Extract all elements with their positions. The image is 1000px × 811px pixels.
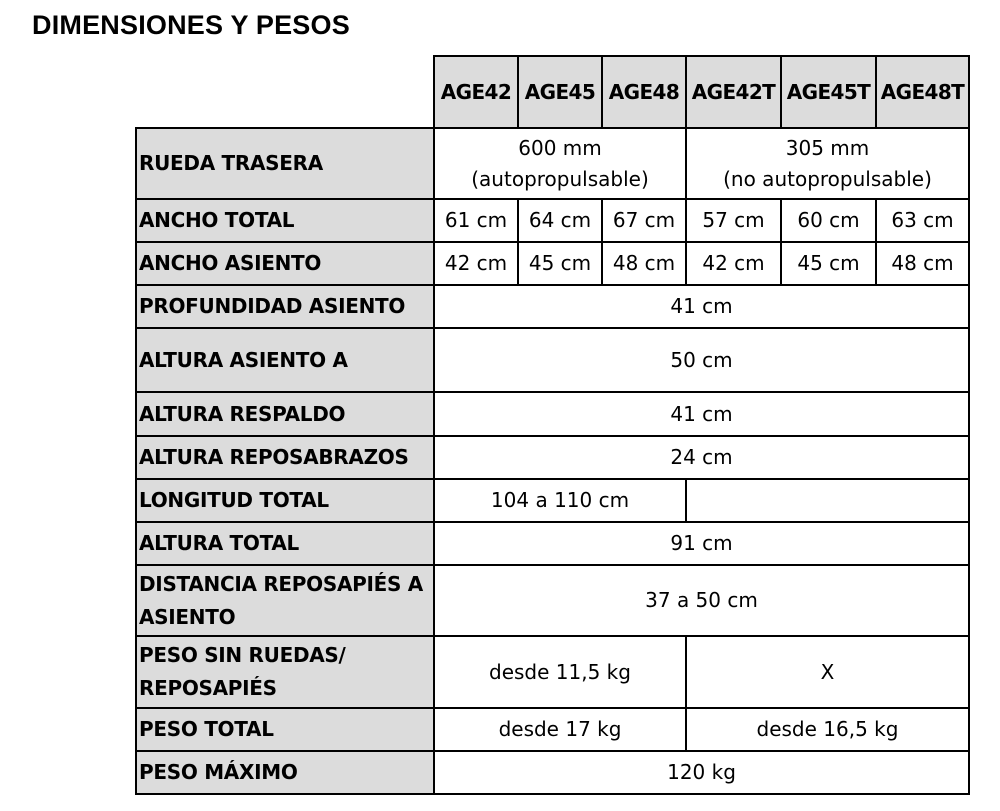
model-header: AGE45	[518, 56, 602, 128]
cell-rueda-trasera-right	[686, 128, 969, 199]
model-header: AGE45T	[781, 56, 876, 128]
cell: 45 cm	[518, 242, 602, 285]
row-label: PESO TOTAL	[136, 708, 434, 751]
table-row	[136, 522, 969, 565]
cell: 48 cm	[876, 242, 969, 285]
table-row	[136, 565, 969, 636]
cell-note: (no autopropulsable)	[723, 166, 932, 191]
row-label: DISTANCIA REPOSAPIÉS A ASIENTO	[136, 565, 434, 636]
header-corner	[136, 56, 434, 128]
table-row	[136, 242, 969, 285]
table-row	[136, 436, 969, 479]
row-label: LONGITUD TOTAL	[136, 479, 434, 522]
row-label: ANCHO ASIENTO	[136, 242, 434, 285]
row-label: PROFUNDIDAD ASIENTO	[136, 285, 434, 328]
cell: 42 cm	[434, 242, 518, 285]
table-row	[136, 751, 969, 794]
row-label: ALTURA REPOSABRAZOS	[136, 436, 434, 479]
table-row	[136, 479, 969, 522]
cell: 64 cm	[518, 199, 602, 242]
page-title: DIMENSIONES Y PESOS	[32, 10, 350, 40]
cell: desde 11,5 kg	[434, 636, 686, 708]
cell: 104 a 110 cm	[434, 479, 686, 522]
cell: 50 cm	[434, 328, 969, 392]
row-label: ALTURA ASIENTO A	[136, 328, 434, 392]
cell: 91 cm	[434, 522, 969, 565]
cell: 37 a 50 cm	[434, 565, 969, 636]
cell: 61 cm	[434, 199, 518, 242]
row-label: ALTURA TOTAL	[136, 522, 434, 565]
row-label: RUEDA TRASERA	[136, 128, 434, 199]
table-row	[136, 392, 969, 436]
cell: X	[686, 636, 969, 708]
cell: 24 cm	[434, 436, 969, 479]
cell: 67 cm	[602, 199, 686, 242]
model-header: AGE42	[434, 56, 518, 128]
cell: 57 cm	[686, 199, 781, 242]
model-header: AGE48	[602, 56, 686, 128]
cell-empty	[686, 479, 969, 522]
table-row	[136, 636, 969, 708]
table-row	[136, 328, 969, 392]
cell: 41 cm	[434, 285, 969, 328]
cell: desde 16,5 kg	[686, 708, 969, 751]
row-label: PESO SIN RUEDAS/ REPOSAPIÉS	[136, 636, 434, 708]
table-row	[136, 285, 969, 328]
cell: 120 kg	[434, 751, 969, 794]
cell-size: 305 mm	[785, 135, 870, 160]
cell: 63 cm	[876, 199, 969, 242]
model-header: AGE42T	[686, 56, 781, 128]
table-row	[136, 708, 969, 751]
row-label: ALTURA RESPALDO	[136, 392, 434, 436]
cell-size: 600 mm	[518, 135, 602, 160]
cell: 45 cm	[781, 242, 876, 285]
dimensions-table	[135, 55, 970, 795]
header-row	[136, 56, 969, 128]
model-header: AGE48T	[876, 56, 969, 128]
table-row	[136, 199, 969, 242]
cell: 42 cm	[686, 242, 781, 285]
row-label: ANCHO TOTAL	[136, 199, 434, 242]
table-row	[136, 128, 969, 199]
cell-rueda-trasera-left	[434, 128, 686, 199]
cell: desde 17 kg	[434, 708, 686, 751]
cell: 60 cm	[781, 199, 876, 242]
row-label: PESO MÁXIMO	[136, 751, 434, 794]
cell-note: (autopropulsable)	[471, 166, 649, 191]
cell: 48 cm	[602, 242, 686, 285]
cell: 41 cm	[434, 392, 969, 436]
